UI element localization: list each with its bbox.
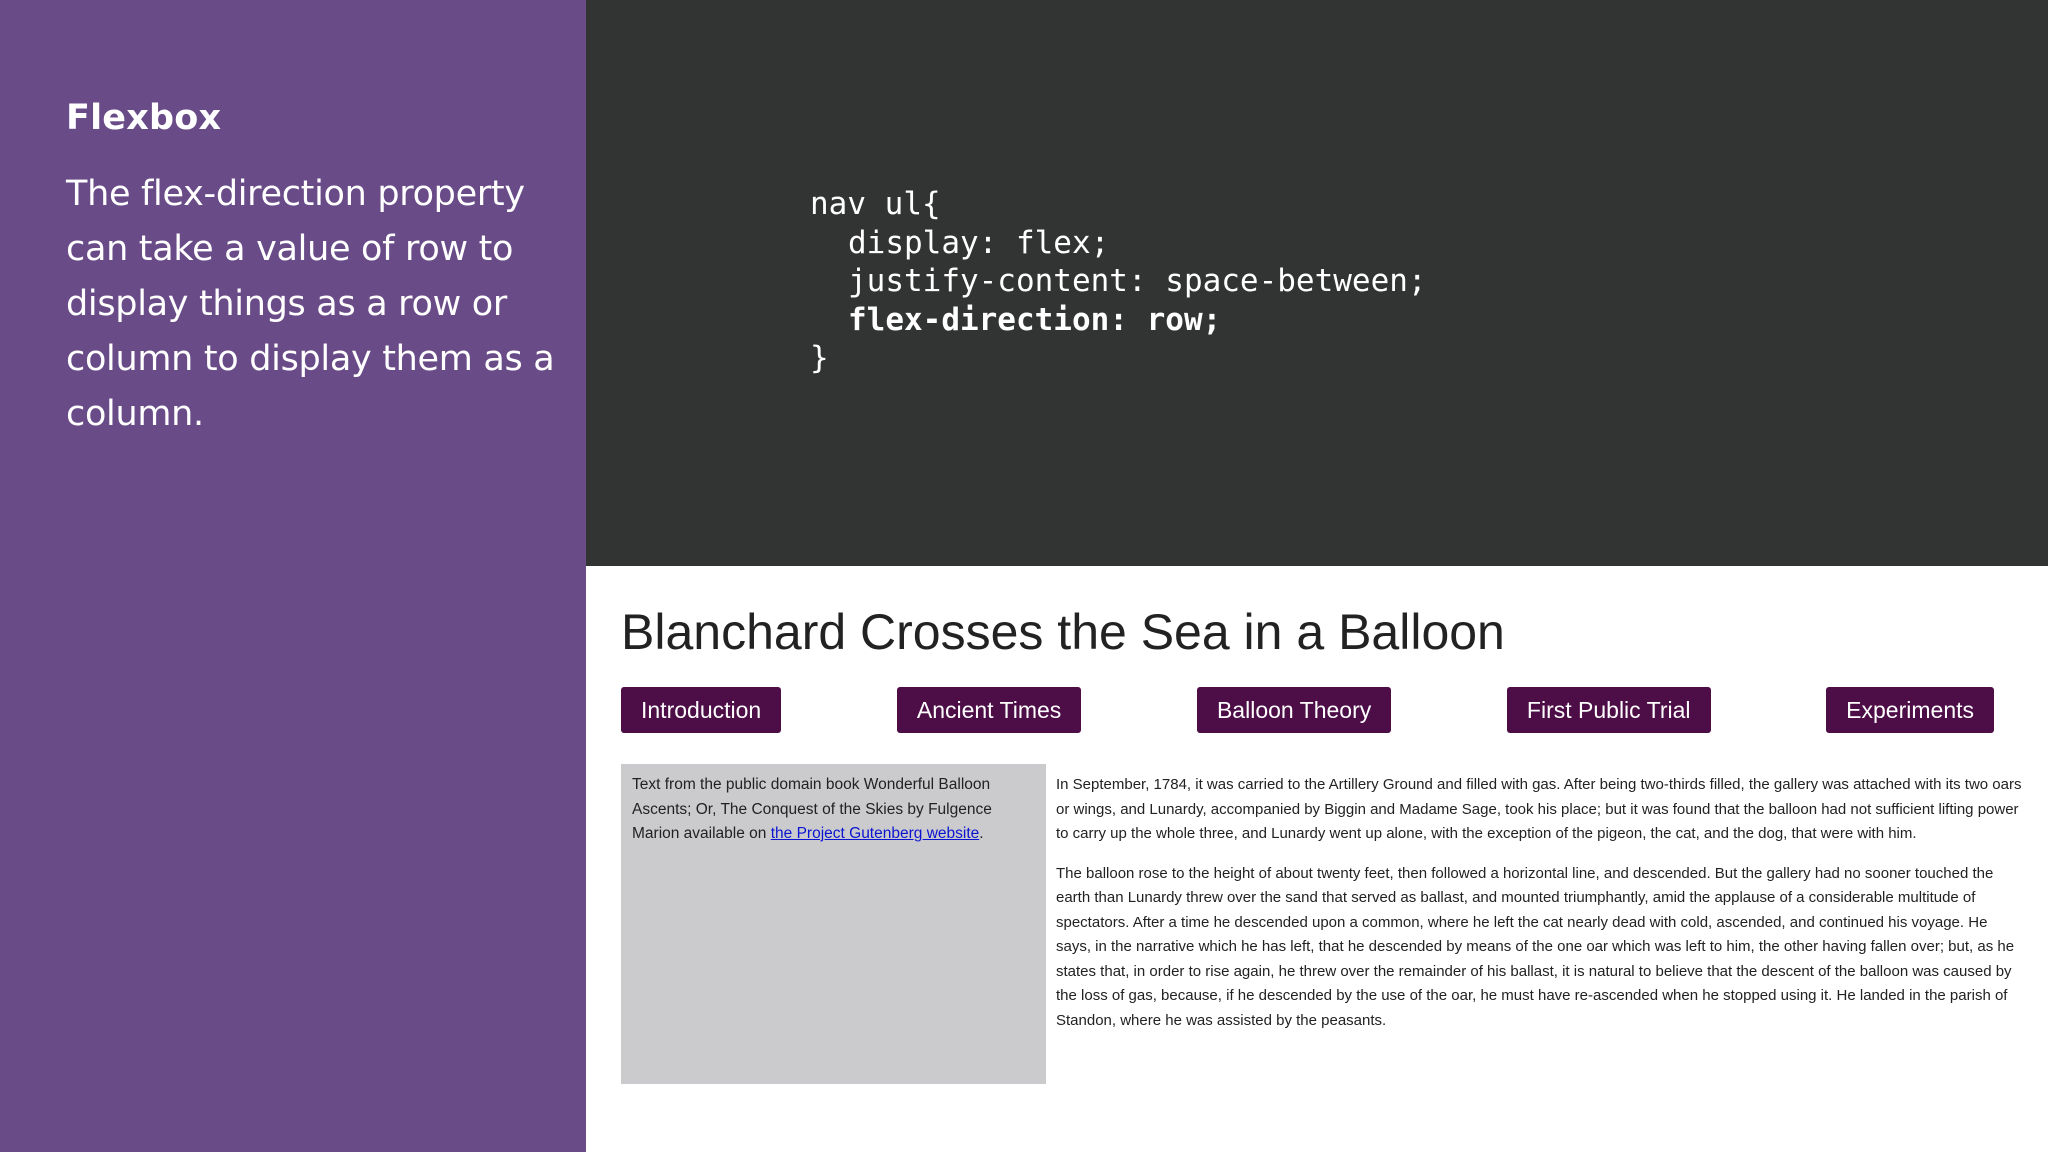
slide-title: Flexbox [66, 98, 222, 138]
code-line-display: display: flex; [848, 224, 1110, 261]
slide-text-panel [0, 0, 586, 1152]
source-note-end: . [979, 825, 984, 842]
code-line-selector: nav ul{ [810, 186, 941, 222]
slide-description: The flex-direction property can take a value of row to display things as a row or column to display them as a column. [66, 174, 555, 434]
code-example-panel [586, 0, 2048, 566]
article-content [1056, 773, 2023, 1048]
article-paragraph: In September, 1784, it was carried to the Artillery Ground and filled with gas. After being two-thirds filled, the gallery was attached with its two oars or wings, and Lunardy, accompanied by Biggin and Madame Sage, took his place; but it was found that the balloon had not sufficient lifting power to carry up the whole three, and Lunardy went up alone, with the exception of the pigeon, the cat, and the dog, that were with him. [1056, 776, 2022, 842]
nav-item-introduction[interactable]: Introduction [621, 687, 781, 733]
article-paragraph: The balloon rose to the height of about twenty feet, then followed a horizontal line, and descended. But the gallery had no sooner touched the earth than Lunardy threw over the sand that served as ballast, and mounted triumphantly, amid the applause of a considerable multitude of spectators. After a time he descended upon a common, where he left the cat nearly dead with cold, ascended, and continued his voyage. He says, in the narrative which he has left, that he descended by means of the one oar which was left to him, the other having fallen over; but, as he states that, in order to rise again, he threw over the remainder of his ballast, it is natural to believe that the descent of the balloon was caused by the loss of gas, because, if he descended by the use of the oar, he must have re-ascended when he stopped using it. He landed in the parish of Standon, where he was assisted by the peasants. [1056, 864, 2015, 1029]
nav-item-first-public-trial[interactable]: First Public Trial [1507, 687, 1711, 733]
source-note-aside [621, 764, 1046, 1084]
project-gutenberg-link[interactable]: the Project Gutenberg website [770, 825, 980, 842]
nav-item-balloon-theory[interactable]: Balloon Theory [1197, 687, 1391, 733]
code-line-flex-direction: flex-direction: row; [848, 301, 1222, 338]
example-page-heading: Blanchard Crosses the Sea in a Balloon [621, 604, 1505, 660]
code-line-justify-content: justify-content: space-between; [848, 263, 1427, 299]
example-page-preview [586, 566, 2048, 1152]
source-note-text: Text from the public domain book Wonderful Balloon Ascents; Or, The Conquest of the Skies by Fulgence Marion available on [632, 776, 992, 842]
nav-item-experiments[interactable]: Experiments [1826, 687, 1994, 733]
code-line-closing-brace: } [810, 340, 829, 376]
css-code-block [810, 185, 1427, 378]
nav-item-ancient-times[interactable]: Ancient Times [897, 687, 1081, 733]
example-nav-list [621, 687, 1994, 733]
